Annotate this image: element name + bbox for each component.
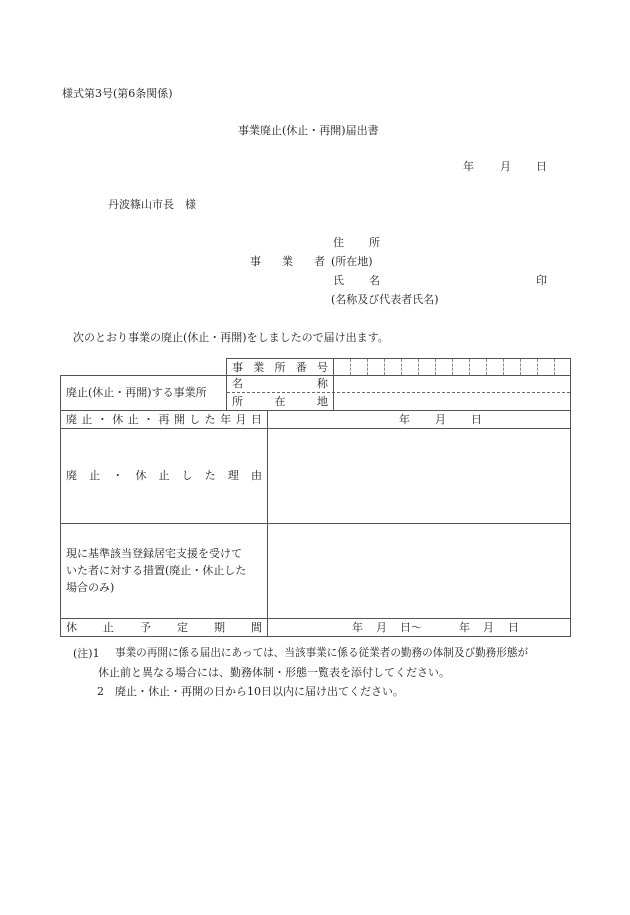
applicant-label: 事 業 者 [250, 255, 325, 268]
office-number-label: 事 業 所 番 号 [232, 361, 328, 374]
measures-input[interactable] [268, 524, 570, 618]
address-sub-label: (所在地) [331, 255, 373, 268]
period-label: 休 止 予 定 期 間 [66, 621, 262, 634]
address-label: 住 所 [333, 236, 380, 249]
name-sub-label: (名称及び代表者氏名) [331, 293, 439, 306]
office-name-input[interactable] [334, 376, 570, 392]
office-number-input[interactable] [334, 359, 570, 375]
intro-text: 次のとおり事業の廃止(休止・再開)をしましたので届け出ます。 [73, 331, 389, 344]
note-2-number: 2 [97, 685, 104, 698]
period-to-year: 年 [459, 621, 470, 634]
office-label: 廃止(休止・再開)する事業所 [66, 386, 207, 399]
period-from-year: 年 [352, 621, 363, 634]
office-location-input[interactable] [334, 393, 570, 410]
date-row-year: 年 [399, 413, 410, 426]
period-to-day: 日 [508, 621, 519, 634]
addressee: 丹波篠山市長 様 [108, 198, 196, 211]
reason-input[interactable] [268, 429, 570, 523]
office-name-label: 名 称 [232, 377, 328, 390]
date-day: 日 [536, 160, 547, 173]
period-from-month: 月 [376, 621, 387, 634]
period-from-day: 日〜 [400, 621, 422, 634]
notes-prefix: (注)1 [73, 647, 100, 660]
seal-mark: 印 [536, 274, 547, 287]
date-row-day: 日 [471, 413, 482, 426]
document-title: 事業廃止(休止・再開)届出書 [238, 124, 379, 137]
date-row-month: 月 [435, 413, 446, 426]
measures-label: 現に基準該当登録居宅支援を受けて いた者に対する措置(廃止・休止した 場合のみ) [66, 547, 247, 594]
note-1-line-1: 事業の再開に係る届出にあっては、当該事業に係る従業者の勤務の体制及び勤務形態が [115, 647, 529, 659]
form-number: 様式第3号(第6条関係) [62, 87, 173, 100]
name-label: 氏 名 [333, 274, 380, 287]
note-1-line-2: 休止前と異なる場合には、勤務体制・形態一覧表を添付してください。 [98, 666, 450, 679]
date-year: 年 [463, 160, 474, 173]
date-row-label: 廃 止 ・ 休 止 ・ 再 開 し た 年 月 日 [66, 413, 262, 426]
date-month: 月 [500, 160, 511, 173]
note-2: 廃止・休止・再開の日から10日以内に届け出てください。 [115, 685, 404, 698]
period-to-month: 月 [483, 621, 494, 634]
date-row-input[interactable] [268, 411, 570, 428]
office-location-label: 所 在 地 [232, 395, 328, 408]
reason-label: 廃 止 ・ 休 止 し た 理 由 [66, 469, 262, 482]
